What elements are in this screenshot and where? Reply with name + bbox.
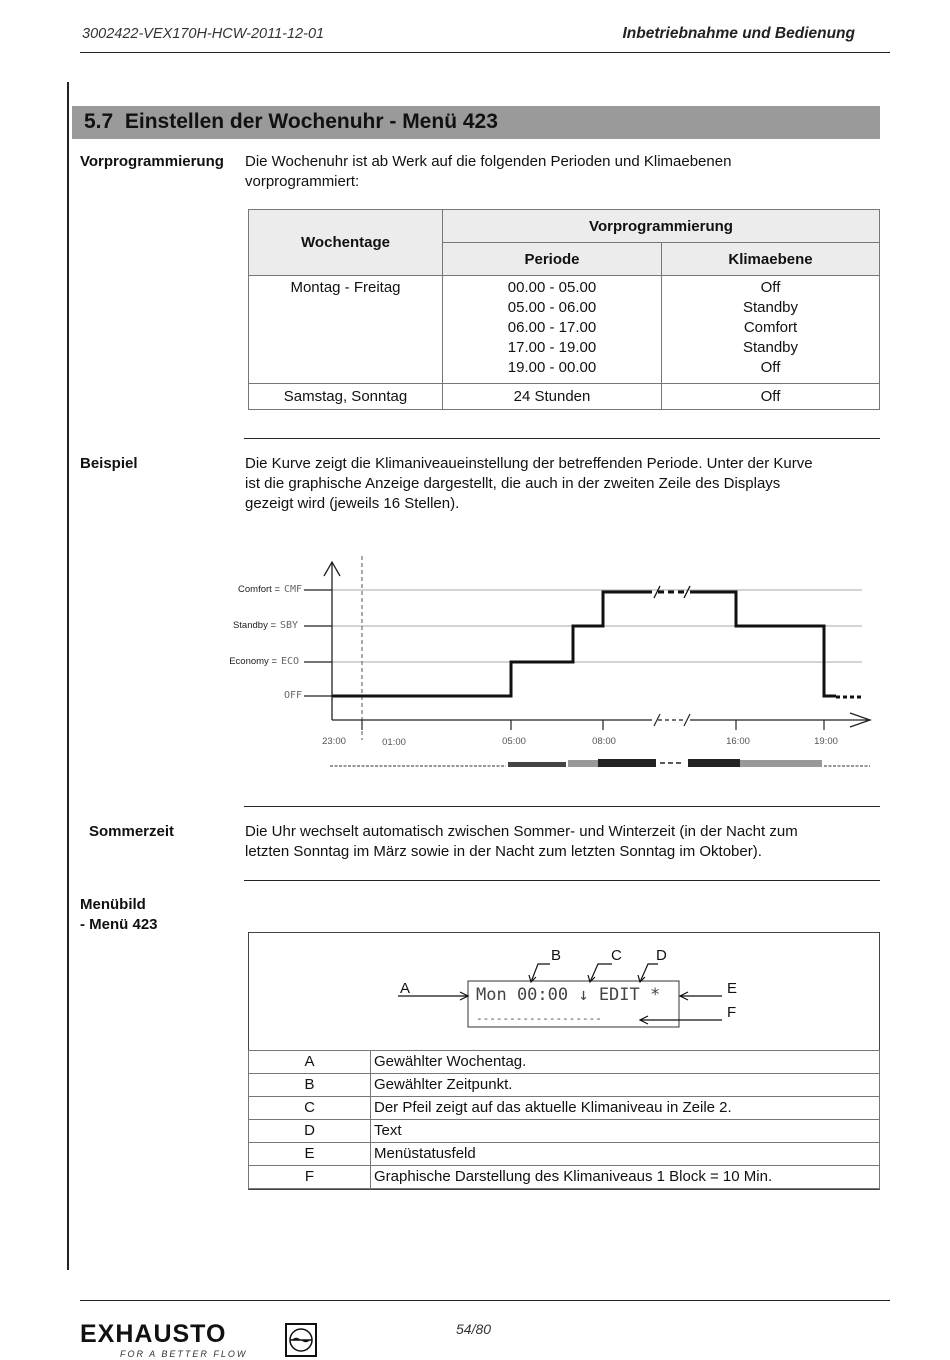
- period-cell: 05.00 - 06.00: [507, 299, 597, 316]
- chapter-title: Inbetriebnahme und Bedienung: [622, 25, 855, 42]
- fan-logo-icon: [284, 1322, 318, 1358]
- footer-rule: [80, 1300, 890, 1301]
- period-cell: 06.00 - 17.00: [507, 319, 597, 336]
- logo-tagline: FOR A BETTER FLOW: [120, 1349, 248, 1359]
- level-label-comfort: Comfort =: [238, 584, 280, 595]
- section-number: 5.7: [84, 110, 114, 133]
- level-cell: Off: [760, 359, 781, 376]
- tick-label: 16:00: [726, 736, 750, 747]
- sommerzeit-label: Sommerzeit: [89, 823, 175, 840]
- legend-key: C: [249, 1097, 371, 1120]
- th-weekdays: Wochentage: [249, 210, 443, 276]
- page-number: 54/80: [456, 1321, 492, 1337]
- callout-e: E: [727, 980, 738, 997]
- level-cell: Off: [662, 384, 880, 410]
- table-row: [249, 1074, 880, 1097]
- period-cell: 00.00 - 05.00: [507, 279, 597, 296]
- level-cell: Comfort: [743, 319, 798, 336]
- document-id: 3002422-VEX170H-HCW-2011-12-01: [82, 26, 325, 42]
- legend-text: Gewählter Zeitpunkt.: [371, 1074, 880, 1097]
- legend-text: Menüstatusfeld: [371, 1143, 880, 1166]
- section-heading: Einstellen der Wochenuhr - Menü 423: [124, 110, 498, 133]
- level-code-cmf: CMF: [284, 584, 303, 595]
- vorprogrammierung-line-1: Die Wochenuhr ist ab Werk auf die folgenden Perioden und Klimaebenen: [245, 153, 732, 170]
- legend-key: D: [249, 1120, 371, 1143]
- table-row: [249, 1097, 880, 1120]
- level-code-eco: ECO: [281, 656, 300, 667]
- legend-text: Gewählter Wochentag.: [371, 1051, 880, 1074]
- level-code-sby: SBY: [280, 620, 299, 631]
- period-cell: 19.00 - 00.00: [507, 359, 597, 376]
- callout-c: C: [611, 947, 622, 964]
- tick-label: 05:00: [502, 736, 526, 747]
- row-days: Samstag, Sonntag: [249, 384, 443, 410]
- table-row: [249, 1166, 880, 1189]
- tick-label: 23:00: [322, 736, 346, 747]
- callout-d: D: [656, 947, 667, 964]
- period-cell: 24 Stunden: [443, 384, 662, 410]
- tick-label: 01:00: [382, 737, 406, 748]
- table-row: [249, 1051, 880, 1074]
- tick-label: 08:00: [592, 736, 616, 747]
- level-code-off: OFF: [284, 690, 303, 701]
- menubild-label-line-2: - Menü 423: [80, 916, 158, 933]
- lcd-line-2: -------------------: [476, 1012, 602, 1025]
- menubild-label-line-1: Menübild: [80, 896, 146, 913]
- legend-table: [248, 1050, 880, 1189]
- legend-key: B: [249, 1074, 371, 1097]
- legend-text: Text: [371, 1120, 880, 1143]
- table-row: [249, 1120, 880, 1143]
- legend-text: Graphische Darstellung des Klimaniveaus 1 Block = 10 Min.: [371, 1166, 880, 1189]
- exhausto-logo: EXHAUSTO: [80, 1320, 227, 1348]
- th-period: Periode: [443, 243, 662, 276]
- level-cell: Standby: [742, 299, 799, 316]
- tick-label: 19:00: [814, 736, 838, 747]
- vorprogrammierung-line-2: vorprogrammiert:: [245, 173, 360, 190]
- lcd-line-1: Mon 00:00 ↓ EDIT *: [476, 985, 661, 1005]
- vorprogrammierung-label: Vorprogrammierung: [80, 153, 224, 170]
- legend-key: E: [249, 1143, 371, 1166]
- table-row: [249, 1143, 880, 1166]
- legend-key: F: [249, 1166, 371, 1189]
- level-label-economy: Economy =: [229, 656, 277, 667]
- callout-f: F: [727, 1004, 737, 1021]
- sommerzeit-line-1: Die Uhr wechselt automatisch zwischen Sommer- und Winterzeit (in der Nacht zum: [245, 823, 798, 840]
- legend-key: A: [249, 1051, 371, 1074]
- callout-a: A: [400, 980, 411, 997]
- sommerzeit-line-2: letzten Sonntag im März sowie in der Nacht zum letzten Sonntag im Oktober).: [245, 843, 762, 860]
- period-cell: 17.00 - 19.00: [507, 339, 597, 356]
- th-preprogram: Vorprogrammierung: [443, 210, 880, 243]
- beispiel-line-2: ist die graphische Anzeige dargestellt, die auch in der zweiten Zeile des Displays: [245, 475, 781, 492]
- level-cell: Off: [760, 279, 781, 296]
- legend-text: Der Pfeil zeigt auf das aktuelle Klimaniveau in Zeile 2.: [371, 1097, 880, 1120]
- level-cell: Standby: [742, 339, 799, 356]
- beispiel-line-1: Die Kurve zeigt die Klimaniveaueinstellung der betreffenden Periode. Unter der Kurve: [245, 455, 813, 472]
- row-days: Montag - Freitag: [249, 276, 443, 384]
- callout-b: B: [551, 947, 562, 964]
- th-level: Klimaebene: [662, 243, 880, 276]
- beispiel-label: Beispiel: [80, 455, 138, 472]
- level-label-standby: Standby =: [232, 620, 276, 631]
- beispiel-line-3: gezeigt wird (jeweils 16 Stellen).: [245, 495, 460, 512]
